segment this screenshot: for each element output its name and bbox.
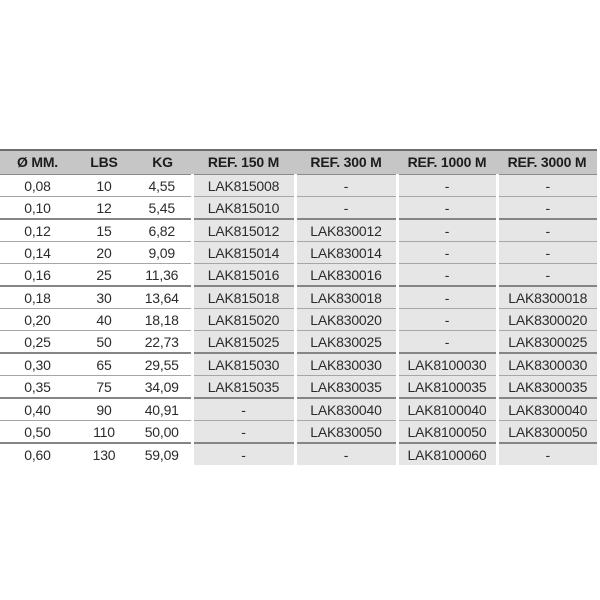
cell-ref300: LAK830018 — [295, 286, 397, 309]
cell-ref3000: LAK8300030 — [497, 353, 597, 376]
cell-ref1000: - — [397, 219, 497, 242]
table-row — [0, 286, 597, 309]
table-row — [0, 353, 597, 376]
cell-kg: 9,09 — [133, 242, 192, 264]
cell-ref300: LAK830016 — [295, 264, 397, 287]
cell-lbs: 65 — [75, 353, 133, 376]
table-row — [0, 443, 597, 465]
cell-ref1000: LAK8100030 — [397, 353, 497, 376]
cell-kg: 18,18 — [133, 309, 192, 331]
table-row — [0, 175, 597, 197]
cell-ref1000: LAK8100035 — [397, 376, 497, 399]
cell-ref3000: - — [497, 175, 597, 197]
cell-lbs: 130 — [75, 443, 133, 465]
cell-ref300: LAK830030 — [295, 353, 397, 376]
cell-kg: 59,09 — [133, 443, 192, 465]
table-row — [0, 309, 597, 331]
cell-ref3000: - — [497, 197, 597, 220]
cell-mm: 0,60 — [0, 443, 75, 465]
cell-ref150: LAK815018 — [192, 286, 295, 309]
cell-ref1000: - — [397, 197, 497, 220]
column-header-lbs: LBS — [75, 150, 133, 175]
cell-ref300: LAK830050 — [295, 421, 397, 444]
cell-ref1000: - — [397, 286, 497, 309]
cell-ref3000: - — [497, 264, 597, 287]
cell-mm: 0,10 — [0, 197, 75, 220]
cell-ref3000: - — [497, 219, 597, 242]
cell-ref300: LAK830014 — [295, 242, 397, 264]
cell-ref3000: LAK8300025 — [497, 331, 597, 354]
cell-mm: 0,14 — [0, 242, 75, 264]
cell-ref150: LAK815014 — [192, 242, 295, 264]
table-header-row — [0, 150, 597, 175]
cell-ref1000: - — [397, 309, 497, 331]
table-row — [0, 197, 597, 220]
column-header-ref150: REF. 150 M — [192, 150, 295, 175]
cell-kg: 11,36 — [133, 264, 192, 287]
cell-kg: 40,91 — [133, 398, 192, 421]
cell-mm: 0,12 — [0, 219, 75, 242]
cell-lbs: 30 — [75, 286, 133, 309]
cell-ref150: - — [192, 421, 295, 444]
cell-mm: 0,40 — [0, 398, 75, 421]
cell-lbs: 90 — [75, 398, 133, 421]
cell-kg: 22,73 — [133, 331, 192, 354]
cell-ref300: LAK830025 — [295, 331, 397, 354]
cell-mm: 0,20 — [0, 309, 75, 331]
cell-ref150: LAK815020 — [192, 309, 295, 331]
cell-ref1000: - — [397, 175, 497, 197]
cell-ref300: - — [295, 197, 397, 220]
cell-ref300: LAK830020 — [295, 309, 397, 331]
cell-kg: 34,09 — [133, 376, 192, 399]
cell-ref300: - — [295, 175, 397, 197]
cell-mm: 0,18 — [0, 286, 75, 309]
cell-ref150: - — [192, 443, 295, 465]
cell-mm: 0,50 — [0, 421, 75, 444]
cell-ref300: - — [295, 443, 397, 465]
cell-mm: 0,30 — [0, 353, 75, 376]
table-row — [0, 376, 597, 399]
cell-ref1000: - — [397, 264, 497, 287]
table-row — [0, 264, 597, 287]
table-row — [0, 398, 597, 421]
cell-mm: 0,08 — [0, 175, 75, 197]
line-spec-table — [0, 149, 597, 465]
cell-ref3000: LAK8300040 — [497, 398, 597, 421]
cell-ref150: LAK815030 — [192, 353, 295, 376]
cell-lbs: 10 — [75, 175, 133, 197]
cell-lbs: 12 — [75, 197, 133, 220]
cell-lbs: 40 — [75, 309, 133, 331]
cell-lbs: 20 — [75, 242, 133, 264]
column-header-ref3000: REF. 3000 M — [497, 150, 597, 175]
column-header-ref300: REF. 300 M — [295, 150, 397, 175]
cell-ref1000: - — [397, 242, 497, 264]
cell-ref150: LAK815025 — [192, 331, 295, 354]
cell-kg: 29,55 — [133, 353, 192, 376]
table-row — [0, 219, 597, 242]
cell-ref150: LAK815035 — [192, 376, 295, 399]
column-header-mm: Ø MM. — [0, 150, 75, 175]
cell-kg: 5,45 — [133, 197, 192, 220]
cell-ref150: - — [192, 398, 295, 421]
cell-ref3000: LAK8300035 — [497, 376, 597, 399]
cell-mm: 0,25 — [0, 331, 75, 354]
cell-ref300: LAK830035 — [295, 376, 397, 399]
cell-lbs: 15 — [75, 219, 133, 242]
cell-ref150: LAK815008 — [192, 175, 295, 197]
table-body — [0, 175, 597, 466]
cell-ref3000: - — [497, 242, 597, 264]
column-header-kg: KG — [133, 150, 192, 175]
cell-ref3000: LAK8300050 — [497, 421, 597, 444]
cell-kg: 50,00 — [133, 421, 192, 444]
cell-ref1000: LAK8100060 — [397, 443, 497, 465]
cell-ref1000: LAK8100050 — [397, 421, 497, 444]
cell-kg: 4,55 — [133, 175, 192, 197]
line-spec-table-container — [0, 149, 597, 465]
cell-lbs: 110 — [75, 421, 133, 444]
table-header — [0, 150, 597, 175]
cell-ref150: LAK815012 — [192, 219, 295, 242]
cell-ref3000: - — [497, 443, 597, 465]
cell-ref1000: LAK8100040 — [397, 398, 497, 421]
table-row — [0, 331, 597, 354]
cell-ref3000: LAK8300018 — [497, 286, 597, 309]
cell-ref150: LAK815010 — [192, 197, 295, 220]
cell-lbs: 25 — [75, 264, 133, 287]
cell-mm: 0,16 — [0, 264, 75, 287]
table-row — [0, 421, 597, 444]
cell-ref1000: - — [397, 331, 497, 354]
cell-mm: 0,35 — [0, 376, 75, 399]
cell-ref300: LAK830040 — [295, 398, 397, 421]
column-header-ref1000: REF. 1000 M — [397, 150, 497, 175]
cell-kg: 6,82 — [133, 219, 192, 242]
cell-lbs: 50 — [75, 331, 133, 354]
cell-lbs: 75 — [75, 376, 133, 399]
cell-kg: 13,64 — [133, 286, 192, 309]
table-row — [0, 242, 597, 264]
cell-ref3000: LAK8300020 — [497, 309, 597, 331]
cell-ref150: LAK815016 — [192, 264, 295, 287]
cell-ref300: LAK830012 — [295, 219, 397, 242]
